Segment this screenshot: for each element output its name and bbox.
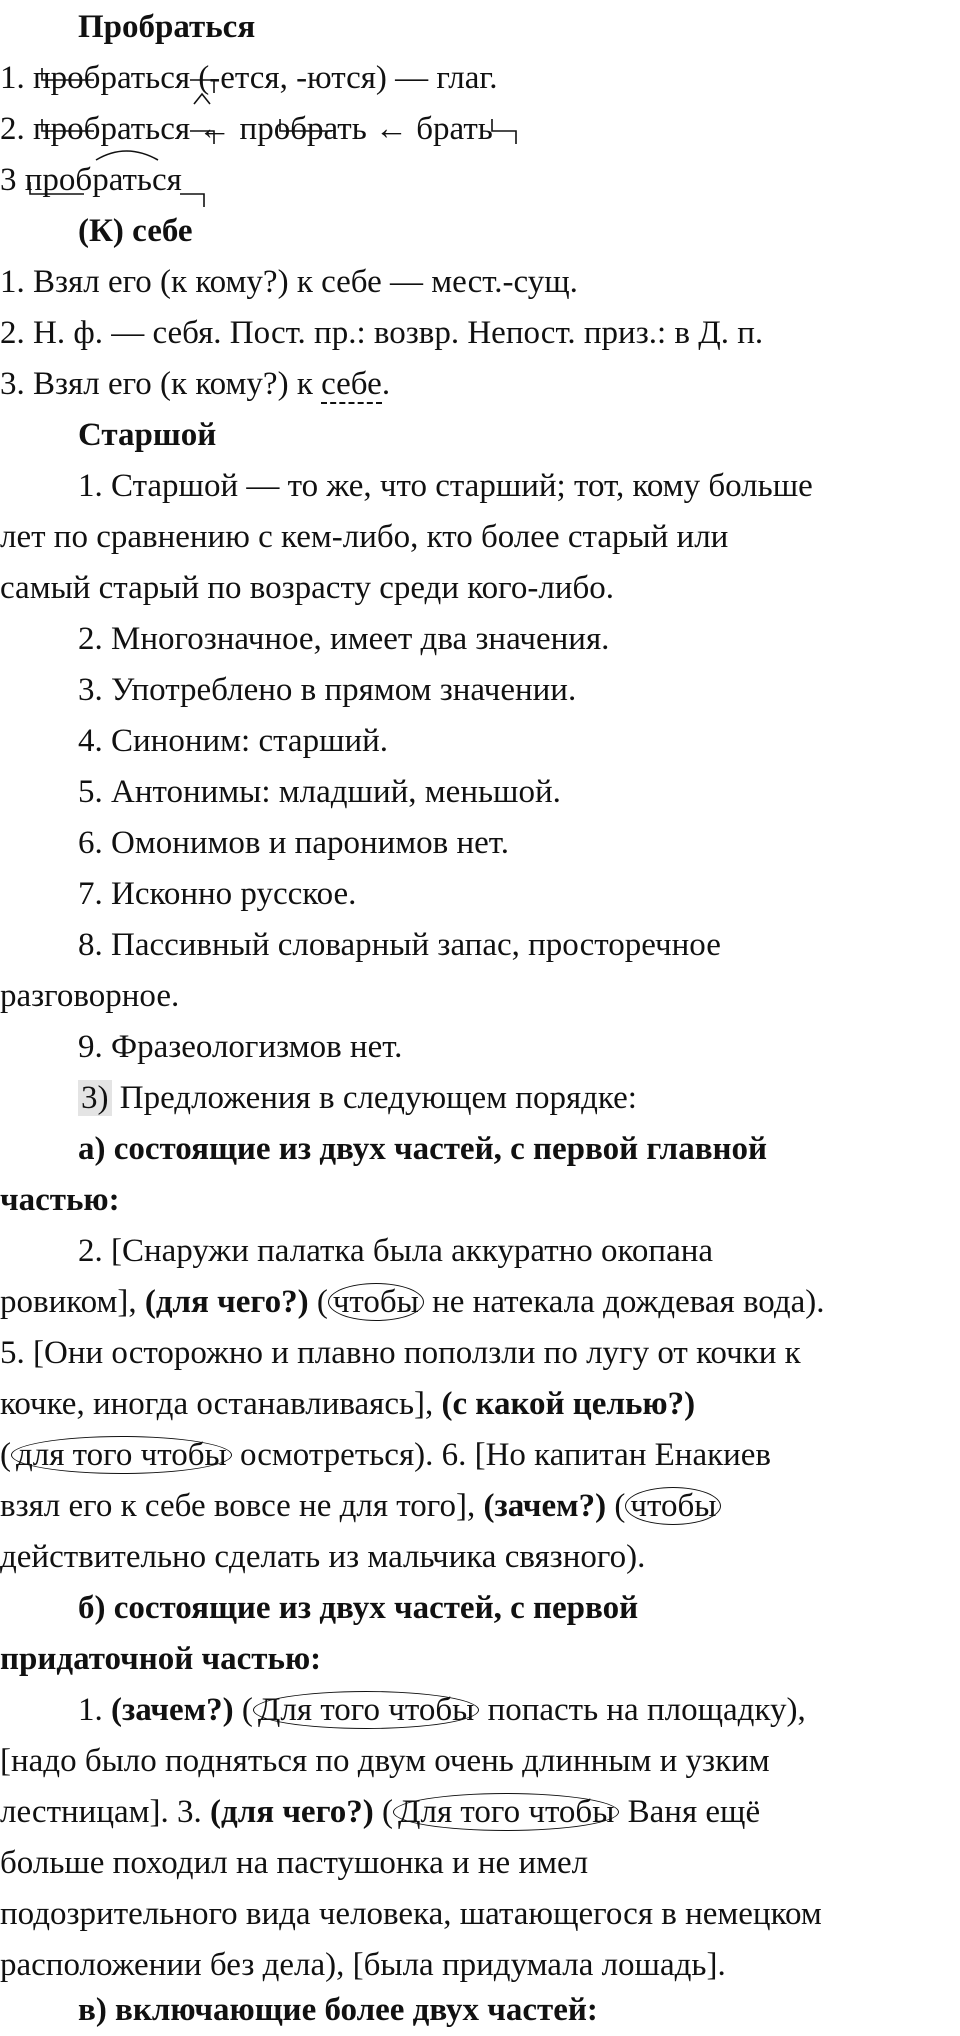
circled-conjunction: для того чтобы bbox=[11, 1436, 232, 1474]
heading-starshoy: Старшой bbox=[78, 417, 217, 453]
paragraph-line: 6. Омонимов и паронимов нет. bbox=[78, 825, 509, 861]
paragraph-line: 9. Фразеологизмов нет. bbox=[78, 1029, 403, 1065]
sentence-line: 1. (зачем?) ( Для того чтобы попасть на площадку), bbox=[78, 1692, 806, 1728]
analysis-line: 3 пробраться bbox=[0, 162, 182, 198]
ending-mark bbox=[492, 119, 516, 144]
sentence-line: 2. [Снаружи палатка была аккуратно окопана bbox=[78, 1233, 714, 1269]
paragraph-line: 5. Антонимы: младший, меньшой. bbox=[78, 774, 561, 810]
analysis-line: 3. Взял его (к кому?) к себе. bbox=[0, 366, 391, 402]
subheading-v: в) включающие более двух частей: bbox=[78, 1992, 598, 2028]
heading-sebe: (К) себе bbox=[78, 213, 193, 249]
sentence-line: подозрительного вида человека, шатающегося в немецком bbox=[0, 1896, 822, 1932]
task-line: 3) Предложения в следующем порядке: bbox=[78, 1073, 637, 1124]
circled-conjunction: чтобы bbox=[625, 1487, 721, 1525]
sentence-line: взял его к себе вовсе не для того], (зачем?) ( чтобы bbox=[0, 1481, 721, 1532]
paragraph-line: лет по сравнению с кем-либо, кто более старый или bbox=[0, 519, 729, 555]
sentence-line: лестницам]. 3. (для чего?) ( Для того чтобы Ваня ещё bbox=[0, 1794, 761, 1830]
paragraph-line: самый старый по возрасту среди кого-либо. bbox=[0, 570, 614, 606]
sentence-line: больше походил на пастушонка и не имел bbox=[0, 1845, 589, 1881]
subheading-b: б) состоящие из двух частей, с первой bbox=[78, 1590, 639, 1626]
circled-conjunction: Для того чтобы bbox=[253, 1691, 479, 1729]
sentence-line: действительно сделать из мальчика связного). bbox=[0, 1539, 646, 1575]
sentence-line: 5. [Они осторожно и плавно поползли по лугу от кочки к bbox=[0, 1335, 801, 1371]
sentence-line: [надо было подняться по двум очень длинным и узким bbox=[0, 1743, 770, 1779]
analysis-line: 1. Взял его (к кому?) к себе — мест.-сущ. bbox=[0, 264, 578, 300]
circled-conjunction: Для того чтобы bbox=[393, 1793, 619, 1831]
analysis-line: 2. Н. ф. — себя. Пост. пр.: возвр. Непост. приз.: в Д. п. bbox=[0, 315, 764, 351]
paragraph-line: разговорное. bbox=[0, 978, 180, 1014]
task-number-highlight: 3) bbox=[78, 1080, 112, 1116]
analysis-line: 1. пробраться (-ется, -ются) — глаг. bbox=[0, 60, 498, 96]
subheading-b: придаточной частью: bbox=[0, 1641, 322, 1677]
subheading-a: частью: bbox=[0, 1182, 120, 1218]
sentence-line: кочке, иногда останавливаясь], (с какой целью?) bbox=[0, 1386, 696, 1422]
sentence-line: расположении без дела), [была придумала лошадь]. bbox=[0, 1947, 726, 1983]
analysis-line: 2. пробраться ← пробрать ← брать bbox=[0, 111, 493, 147]
paragraph-line: 1. Старшой — то же, что старший; тот, кому больше bbox=[78, 468, 813, 504]
paragraph-line: 7. Исконно русское. bbox=[78, 876, 357, 912]
paragraph-line: 3. Употреблено в прямом значении. bbox=[78, 672, 577, 708]
circled-conjunction: чтобы bbox=[328, 1283, 424, 1321]
paragraph-line: 2. Многозначное, имеет два значения. bbox=[78, 621, 610, 657]
heading-probratsya: Пробраться bbox=[78, 9, 256, 45]
paragraph-line: 4. Синоним: старший. bbox=[78, 723, 389, 759]
dashed-underlined-word: себе bbox=[321, 366, 382, 402]
paragraph-line: 8. Пассивный словарный запас, просторечное bbox=[78, 927, 721, 963]
sentence-line: ( для того чтобы осмотреться). 6. [Но капитан Енакиев bbox=[0, 1437, 772, 1473]
sentence-line: ровиком], (для чего?) ( чтобы не натекала дождевая вода). bbox=[0, 1284, 825, 1320]
subheading-a: а) состоящие из двух частей, с первой главной bbox=[78, 1131, 768, 1167]
